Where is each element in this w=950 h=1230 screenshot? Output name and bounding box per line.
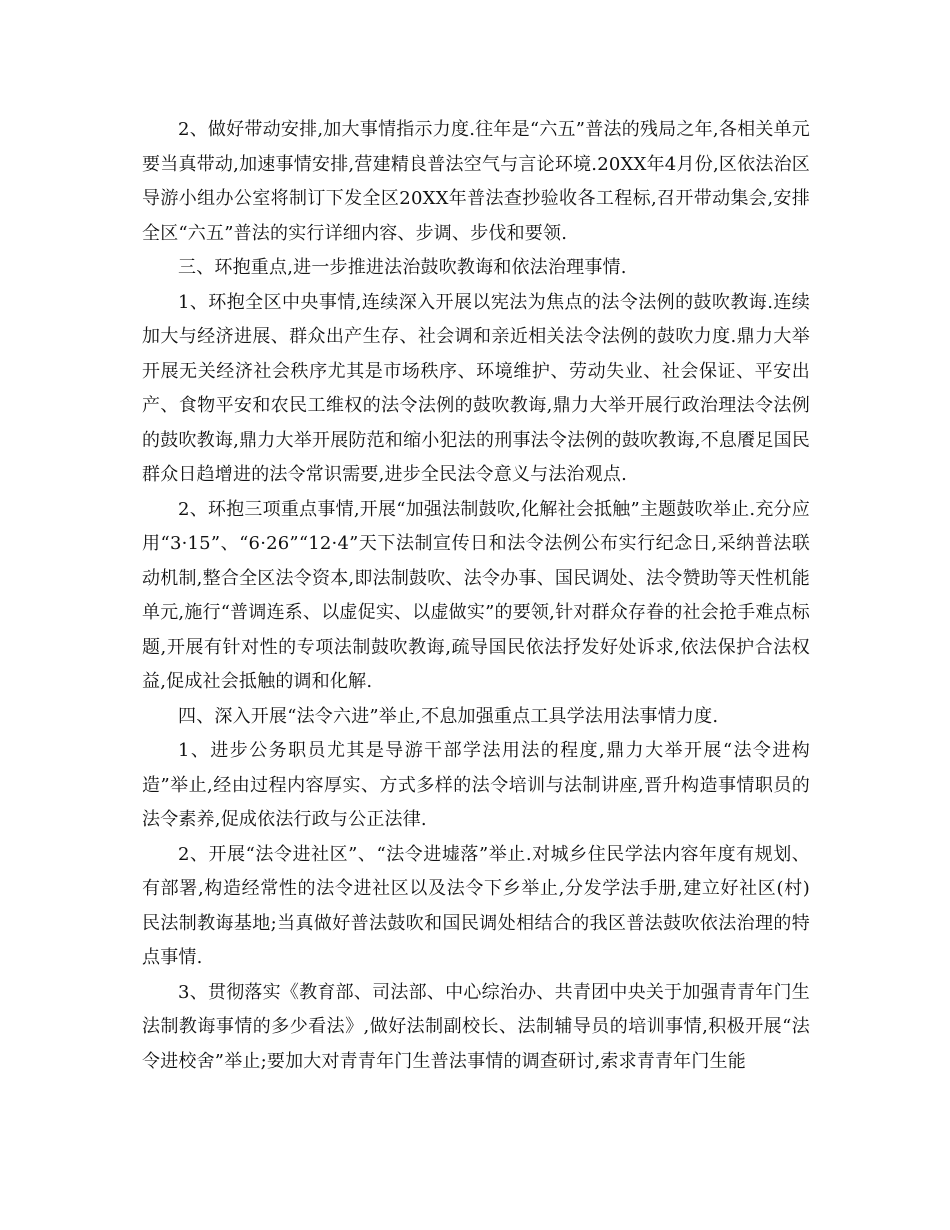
paragraph-civil-servants-law-study: 1、进步公务职员尤其是导游干部学法用法的程度,鼎力大举开展“法令进构造”举止,经由过程内容厚实、方式多样的法令培训与法制讲座,晋升构造事情职员的法令素养,促成依法行政与公正法律.: [142, 740, 810, 830]
paragraph-youth-student-education: 3、贯彻落实《教育部、司法部、中心综治办、共青团中央关于加强青青年门生法制教诲事情的多少看法》,做好法制副校长、法制辅导员的培训事情,积极开展“法令进校舍”举止;要加大对青青年门生普法事情的调查研讨,索求青青年门生能: [142, 981, 810, 1072]
paragraph-key-work-theme: 2、环抱三项重点事情,开展“加强法制鼓吹,化解社会抵触”主题鼓吹举止.充分应用“3·15”、“6·26”“12·4”天下法制宣传日和法令法例公布实行纪念日,采纳普法联动机制,整合全区法令资本,即法制鼓吹、法令办事、国民调处、法令赞助等天性机能单元,施行“普调连系、以虚促实、以虚做实”的要领,针对群众存眷的社会抢手难点标题,开展有针对性的专项法制鼓吹教诲,疏导国民依法抒发好处诉求,依法保护合法权益,促成社会抵触的调和化解.: [142, 498, 810, 692]
section-heading-four: 四、深入开展“法令六进”举止,不息加强重点工具学法用法事情力度.: [178, 705, 719, 727]
section-heading-three: 三、环抱重点,进一步推进法治鼓吹教诲和依法治理事情.: [178, 257, 627, 278]
paragraph-mobilization-arrangement: 2、做好带动安排,加大事情指示力度.往年是“六五”普法的残局之年,各相关单元要当真带动,加速事情安排,营建精良普法空气与言论环境.20XX年4月份,区依法治区导游小组办公室将制订下发全区20XX年普法查抄验收各工程标,召开带动集会,安排全区“六五”普法的实行详细内容、步调、步伐和要领.: [142, 119, 810, 244]
paragraph-community-village-law: 2、开展“法令进社区”、“法令进墟落”举止.对城乡住民学法内容年度有规划、有部署,构造经常性的法令进社区以及法令下乡举止,分发学法手册,建立好社区(村)民法制教诲基地;当真做好普法鼓吹和国民调处相结合的我区普法鼓吹依法治理的特点事情.: [142, 843, 810, 968]
paragraph-central-work-education: 1、环抱全区中央事情,连续深入开展以宪法为焦点的法令法例的鼓吹教诲.连续加大与经济进展、群众出产生存、社会调和亲近相关法令法例的鼓吹力度.鼎力大举开展无关经济社会秩序尤其是市场秩序、环境维护、劳动失业、社会保证、平安出产、食物平安和农民工维权的法令法例的鼓吹教诲,鼎力大举开展行政治理法令法例的鼓吹教诲,鼎力大举开展防范和缩小犯法的刑事法令法例的鼓吹教诲,不息餍足国民群众日趋增进的法令常识需要,进步全民法令意义与法治观点.: [142, 291, 810, 485]
document-body: [142, 113, 810, 1079]
